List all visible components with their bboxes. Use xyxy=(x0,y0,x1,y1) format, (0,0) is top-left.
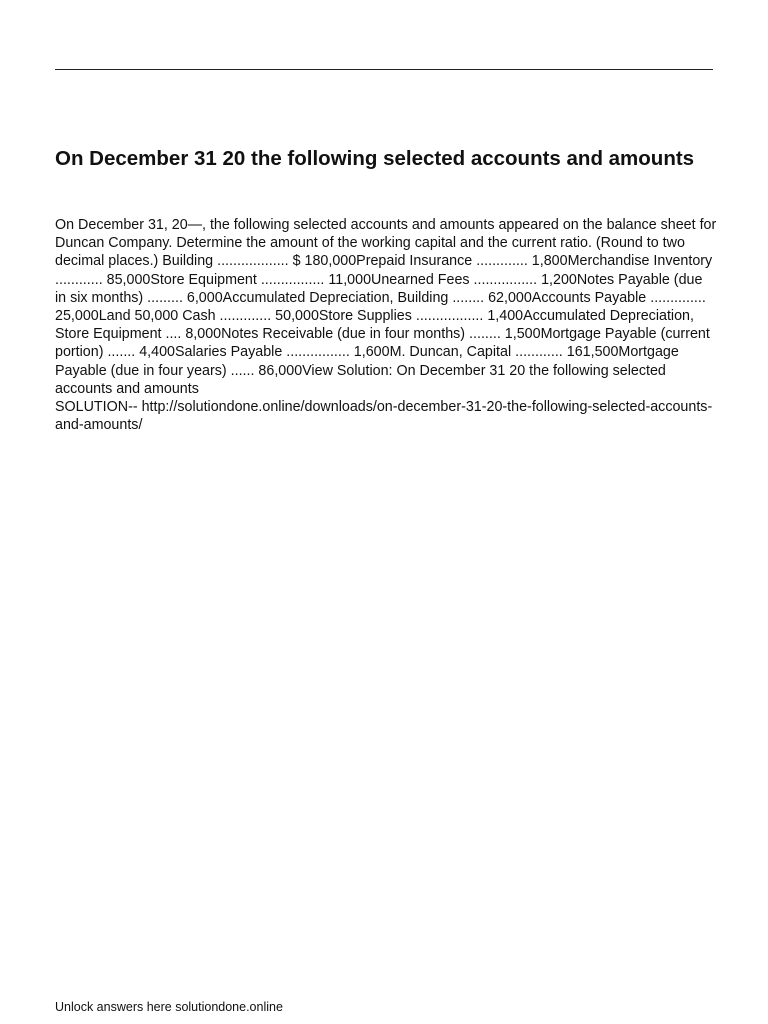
problem-text xyxy=(55,216,717,434)
solution-link[interactable]: SOLUTION-- http://solutiondone.online/downloads/on-december-31-20-the-following-selected-accounts-and-amounts/ xyxy=(55,399,713,434)
page-title: On December 31 20 the following selected accounts and amounts xyxy=(55,147,695,170)
footer-note: Unlock answers here solutiondone.online xyxy=(55,1000,283,1014)
header-divider xyxy=(55,69,713,70)
problem-description: On December 31, 20—, the following selected accounts and amounts appeared on the balance sheet for Duncan Company. Determine the amount of the working capital and the current ratio. (Round to two decimal places.) Building .................. $ 180,000Prepaid Insurance ............. 1,800Merchandise Inventory ............ 85,000Store Equipment ................ 11,000Unearned Fees ................ 1,200Notes Payable (due in six months) ......... 6,000Accumulated Depreciation, Building ........ 62,000Accounts Payable .............. 25,000Land 50,000 Cash ............. 50,000Store Supplies ................. 1,400Accumulated Depreciation, Store Equipment .... 8,000Notes Receivable (due in four months) ........ 1,500Mortgage Payable (current portion) ....... 4,400Salaries Payable ................ 1,600M. Duncan, Capital ............ 161,500Mortgage Payable (due in four years) ...... 86,000View Solution: On December 31 20 the following selected accounts and amounts xyxy=(55,217,717,397)
